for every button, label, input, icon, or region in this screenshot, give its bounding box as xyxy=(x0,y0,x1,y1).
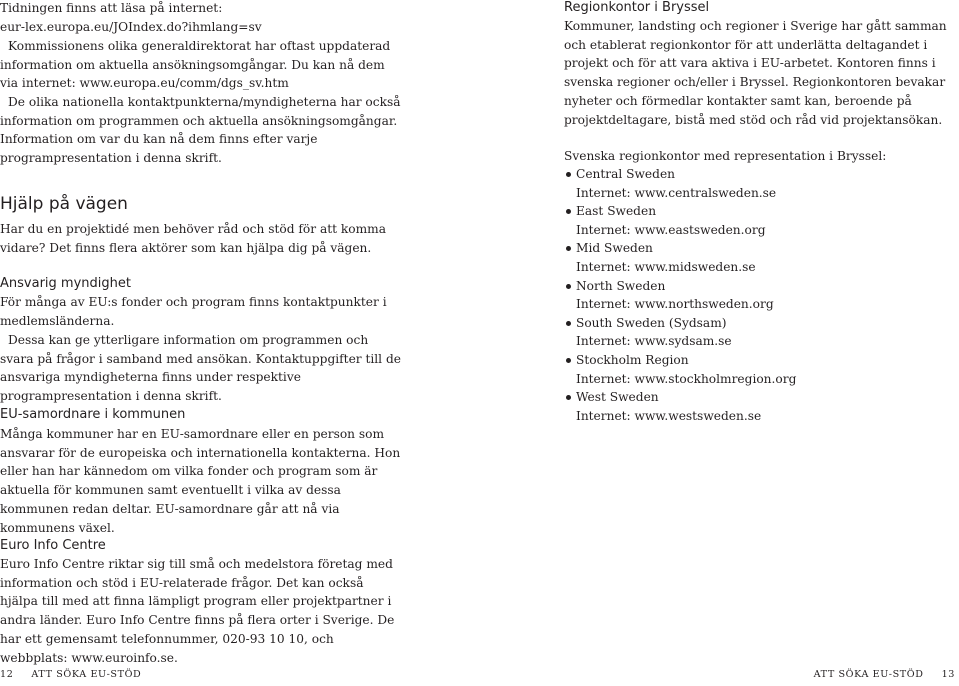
list-item xyxy=(564,165,959,202)
office-list xyxy=(564,165,959,425)
office-website: Internet: www.northsweden.org xyxy=(576,297,774,312)
office-name: South Sweden (Sydsam) xyxy=(564,314,959,333)
footer-left xyxy=(0,669,141,680)
authority-text-2: Dessa kan ge ytterligare information om programmen och svara på frågor i samband med ansökan. Kontaktuppgifter till de ansvariga myndigheterna finns under respektive programpresentation i denna skrift. xyxy=(0,333,401,404)
office-website: Internet: www.westsweden.se xyxy=(576,408,762,423)
office-name: Stockholm Region xyxy=(564,351,959,370)
list-item xyxy=(564,277,959,314)
help-text: Har du en projektidé men behöver råd och stöd för att komma vidare? Det finns flera aktörer som kan hjälpa dig på vägen. xyxy=(0,222,386,255)
office-website: Internet: www.midsweden.se xyxy=(576,259,756,274)
office-name: Mid Sweden xyxy=(564,239,959,258)
office-website: Internet: www.eastsweden.org xyxy=(576,222,766,237)
intro-text: Tidningen finns att läsa på internet: eur-lex.europa.eu/JOIndex.do?ihmlang=sv xyxy=(0,1,262,34)
office-website: Internet: www.sydsam.se xyxy=(576,334,732,349)
heading-authority: Ansvarig myndighet xyxy=(0,276,131,291)
office-website: Internet: www.centralsweden.se xyxy=(576,185,777,200)
list-item xyxy=(564,351,959,388)
office-name: East Sweden xyxy=(564,202,959,221)
list-item xyxy=(564,239,959,276)
page-number-left: 12 xyxy=(0,669,14,680)
regional-offices-text: Kommuner, landsting och regioner i Sverige har gått samman och etablerat regionkontor för att underlätta deltagandet i projekt och för att vara aktiva i EU-arbetet. Kontoren finns i svenska regioner och/eller i Bryssel. Regionkontoren bevakar nyheter och förmedlar kontakter samt kan, beroende på projektdeltagare, bistå med stöd och råd vid projektansökan. xyxy=(564,19,947,127)
list-item xyxy=(564,388,959,425)
list-item xyxy=(564,314,959,351)
page-number-right: 13 xyxy=(941,669,955,680)
authority-text-1: För många av EU:s fonder och program finns kontaktpunkter i medlemsländerna. xyxy=(0,295,387,328)
office-list-intro: Svenska regionkontor med representation i Bryssel: xyxy=(564,149,887,163)
paragraph-directorates: Kommissionens olika generaldirektorat har oftast uppdaterad information om aktuella ansökningsomgångar. Du kan nå dem via internet: www.europa.eu/comm/dgs_sv.htm xyxy=(0,39,391,91)
heading-regional-offices: Regionkontor i Bryssel xyxy=(564,0,710,15)
heading-euro-info-centre: Euro Info Centre xyxy=(0,538,106,553)
footer-right xyxy=(814,669,955,680)
office-name: Central Sweden xyxy=(564,165,959,184)
office-name: North Sweden xyxy=(564,277,959,296)
running-title-right: ATT SÖKA EU-STÖD xyxy=(813,669,924,680)
list-item xyxy=(564,202,959,239)
municipality-text: Många kommuner har en EU-samordnare eller en person som ansvarar för de europeiska och internationella kontakterna. Hon eller han har kännedom om vilka fonder och program som är aktuella för kommunen samt eventuellt i vilka av dessa kommunen redan deltar. EU-samordnare går att nå via kommunens växel. xyxy=(0,427,401,535)
running-title-left: ATT SÖKA EU-STÖD xyxy=(31,669,142,680)
euro-info-centre-text: Euro Info Centre riktar sig till små och medelstora företag med information och stöd i EU-relaterade frågor. Det kan också hjälpa till med att finna lämpligt program eller projektpartner i andra länder. Euro Info Centre finns på flera orter i Sverige. De har ett gemensamt telefonnummer, 020-93 10 10, och webbplats: www.euroinfo.se. xyxy=(0,557,395,665)
office-name: West Sweden xyxy=(564,388,959,407)
heading-municipality: EU-samordnare i kommunen xyxy=(0,407,186,422)
office-website: Internet: www.stockholmregion.org xyxy=(576,371,797,386)
paragraph-contact-points: De olika nationella kontaktpunkterna/myndigheterna har också information om programmen och aktuella ansökningsomgångar. Information om var du kan nå dem finns efter varje programpresentation i denna skrift. xyxy=(0,95,401,166)
heading-help: Hjälp på vägen xyxy=(0,194,128,214)
